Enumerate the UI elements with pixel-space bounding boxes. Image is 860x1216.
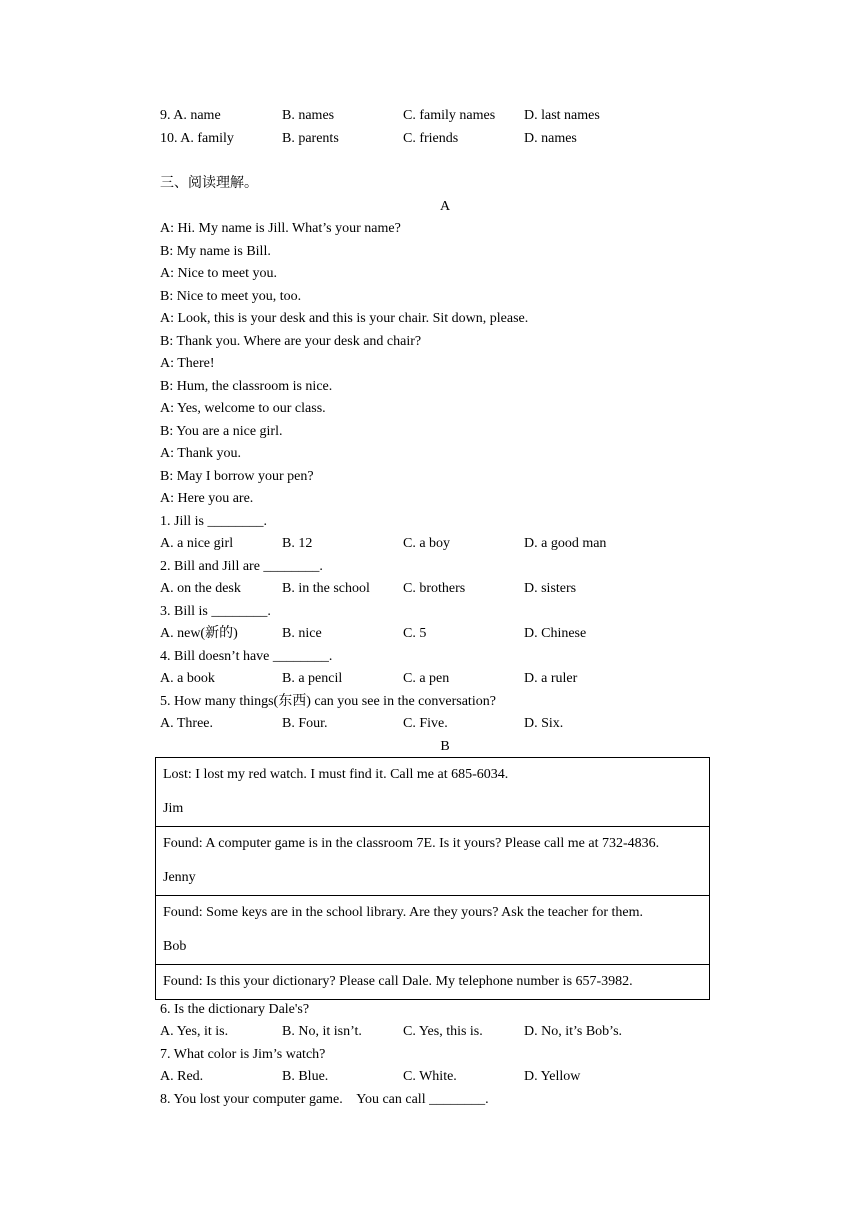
option-d: D. Chinese (524, 626, 587, 641)
question-options (0, 1066, 860, 1088)
dialogue-line: B: Nice to meet you, too. (160, 289, 302, 304)
option-c: C. 5 (403, 626, 427, 641)
option-c: C. brothers (403, 581, 466, 596)
question-stem: 4. Bill doesn’t have ________. (160, 649, 333, 664)
question-stem: 1. Jill is ________. (160, 514, 267, 529)
option-a: 9. A. name (160, 108, 221, 123)
option-c: C. White. (403, 1069, 457, 1084)
question-stem: 3. Bill is ________. (160, 604, 271, 619)
question-stem: 5. How many things(东西) can you see in the conversation? (160, 694, 496, 709)
option-a: A. a nice girl (160, 536, 234, 551)
option-d: D. Yellow (524, 1069, 581, 1084)
option-b: B. No, it isn’t. (282, 1024, 362, 1039)
option-b: B. nice (282, 626, 322, 641)
notice-cell (156, 896, 710, 965)
option-a: A. Red. (160, 1069, 204, 1084)
option-c: C. a boy (403, 536, 451, 551)
dialogue-line: A: Nice to meet you. (160, 266, 278, 281)
option-a: 10. A. family (160, 131, 234, 146)
dialogue-line: B: Hum, the classroom is nice. (160, 379, 333, 394)
option-b: B. parents (282, 131, 339, 146)
notice-signature: Bob (163, 939, 187, 954)
question-stem: 8. You lost your computer game. You can call ________. (160, 1092, 489, 1107)
dialogue-line: A: Here you are. (160, 491, 254, 506)
notice-signature: Jim (163, 801, 184, 816)
dialogue-line: B: My name is Bill. (160, 244, 271, 259)
option-d: D. a ruler (524, 671, 578, 686)
notice-row (156, 965, 710, 1000)
question-10-options (0, 128, 860, 150)
notice-text: Found: Is this your dictionary? Please call Dale. My telephone number is 657-3982. (163, 974, 633, 989)
notice-text: Found: A computer game is in the classroom 7E. Is it yours? Please call me at 732-4836. (163, 836, 660, 851)
notice-cell (156, 758, 710, 827)
notices-table (155, 757, 710, 1000)
notice-cell (156, 965, 710, 1000)
notice-row (156, 758, 710, 827)
option-a: A. a book (160, 671, 215, 686)
option-d: D. a good man (524, 536, 607, 551)
question-9-options (0, 105, 860, 127)
option-c: C. Yes, this is. (403, 1024, 483, 1039)
notice-text: Lost: I lost my red watch. I must find it. Call me at 685-6034. (163, 767, 509, 782)
dialogue-line: B: Thank you. Where are your desk and chair? (160, 334, 422, 349)
notice-signature: Jenny (163, 870, 196, 885)
question-options (0, 1021, 860, 1043)
option-c: C. family names (403, 108, 496, 123)
dialogue-line: A: Yes, welcome to our class. (160, 401, 326, 416)
dialogue-line: A: Look, this is your desk and this is your chair. Sit down, please. (160, 311, 529, 326)
question-stem: 2. Bill and Jill are ________. (160, 559, 323, 574)
question-options (0, 533, 860, 555)
option-b: B. a pencil (282, 671, 343, 686)
dialogue-line: B: May I borrow your pen? (160, 469, 314, 484)
notice-text: Found: Some keys are in the school library. Are they yours? Ask the teacher for them. (163, 905, 644, 920)
option-a: A. on the desk (160, 581, 241, 596)
option-b: B. 12 (282, 536, 313, 551)
question-stem: 7. What color is Jim’s watch? (160, 1047, 326, 1062)
option-d: D. last names (524, 108, 600, 123)
option-b: B. Four. (282, 716, 328, 731)
question-options (0, 713, 860, 735)
question-options (0, 623, 860, 645)
option-c: C. friends (403, 131, 459, 146)
notice-row (156, 827, 710, 896)
question-options (0, 668, 860, 690)
option-a: A. Yes, it is. (160, 1024, 229, 1039)
section-title: 三、阅读理解。 (160, 176, 258, 191)
option-b: B. names (282, 108, 335, 123)
option-d: D. sisters (524, 581, 577, 596)
option-d: D. No, it’s Bob’s. (524, 1024, 623, 1039)
dialogue-line: A: Thank you. (160, 446, 242, 461)
question-options (0, 578, 860, 600)
notice-cell (156, 827, 710, 896)
notice-row (156, 896, 710, 965)
option-a: A. new(新的) (160, 626, 238, 641)
option-c: C. Five. (403, 716, 448, 731)
option-a: A. Three. (160, 716, 213, 731)
question-stem: 6. Is the dictionary Dale's? (160, 1002, 310, 1017)
passage-b-label: B (440, 739, 450, 754)
option-b: B. Blue. (282, 1069, 329, 1084)
option-d: D. names (524, 131, 577, 146)
dialogue-line: B: You are a nice girl. (160, 424, 283, 439)
option-d: D. Six. (524, 716, 564, 731)
option-c: C. a pen (403, 671, 450, 686)
dialogue-line: A: There! (160, 356, 215, 371)
passage-a-label: A (439, 199, 451, 214)
dialogue-line: A: Hi. My name is Jill. What’s your name? (160, 221, 401, 236)
option-b: B. in the school (282, 581, 370, 596)
